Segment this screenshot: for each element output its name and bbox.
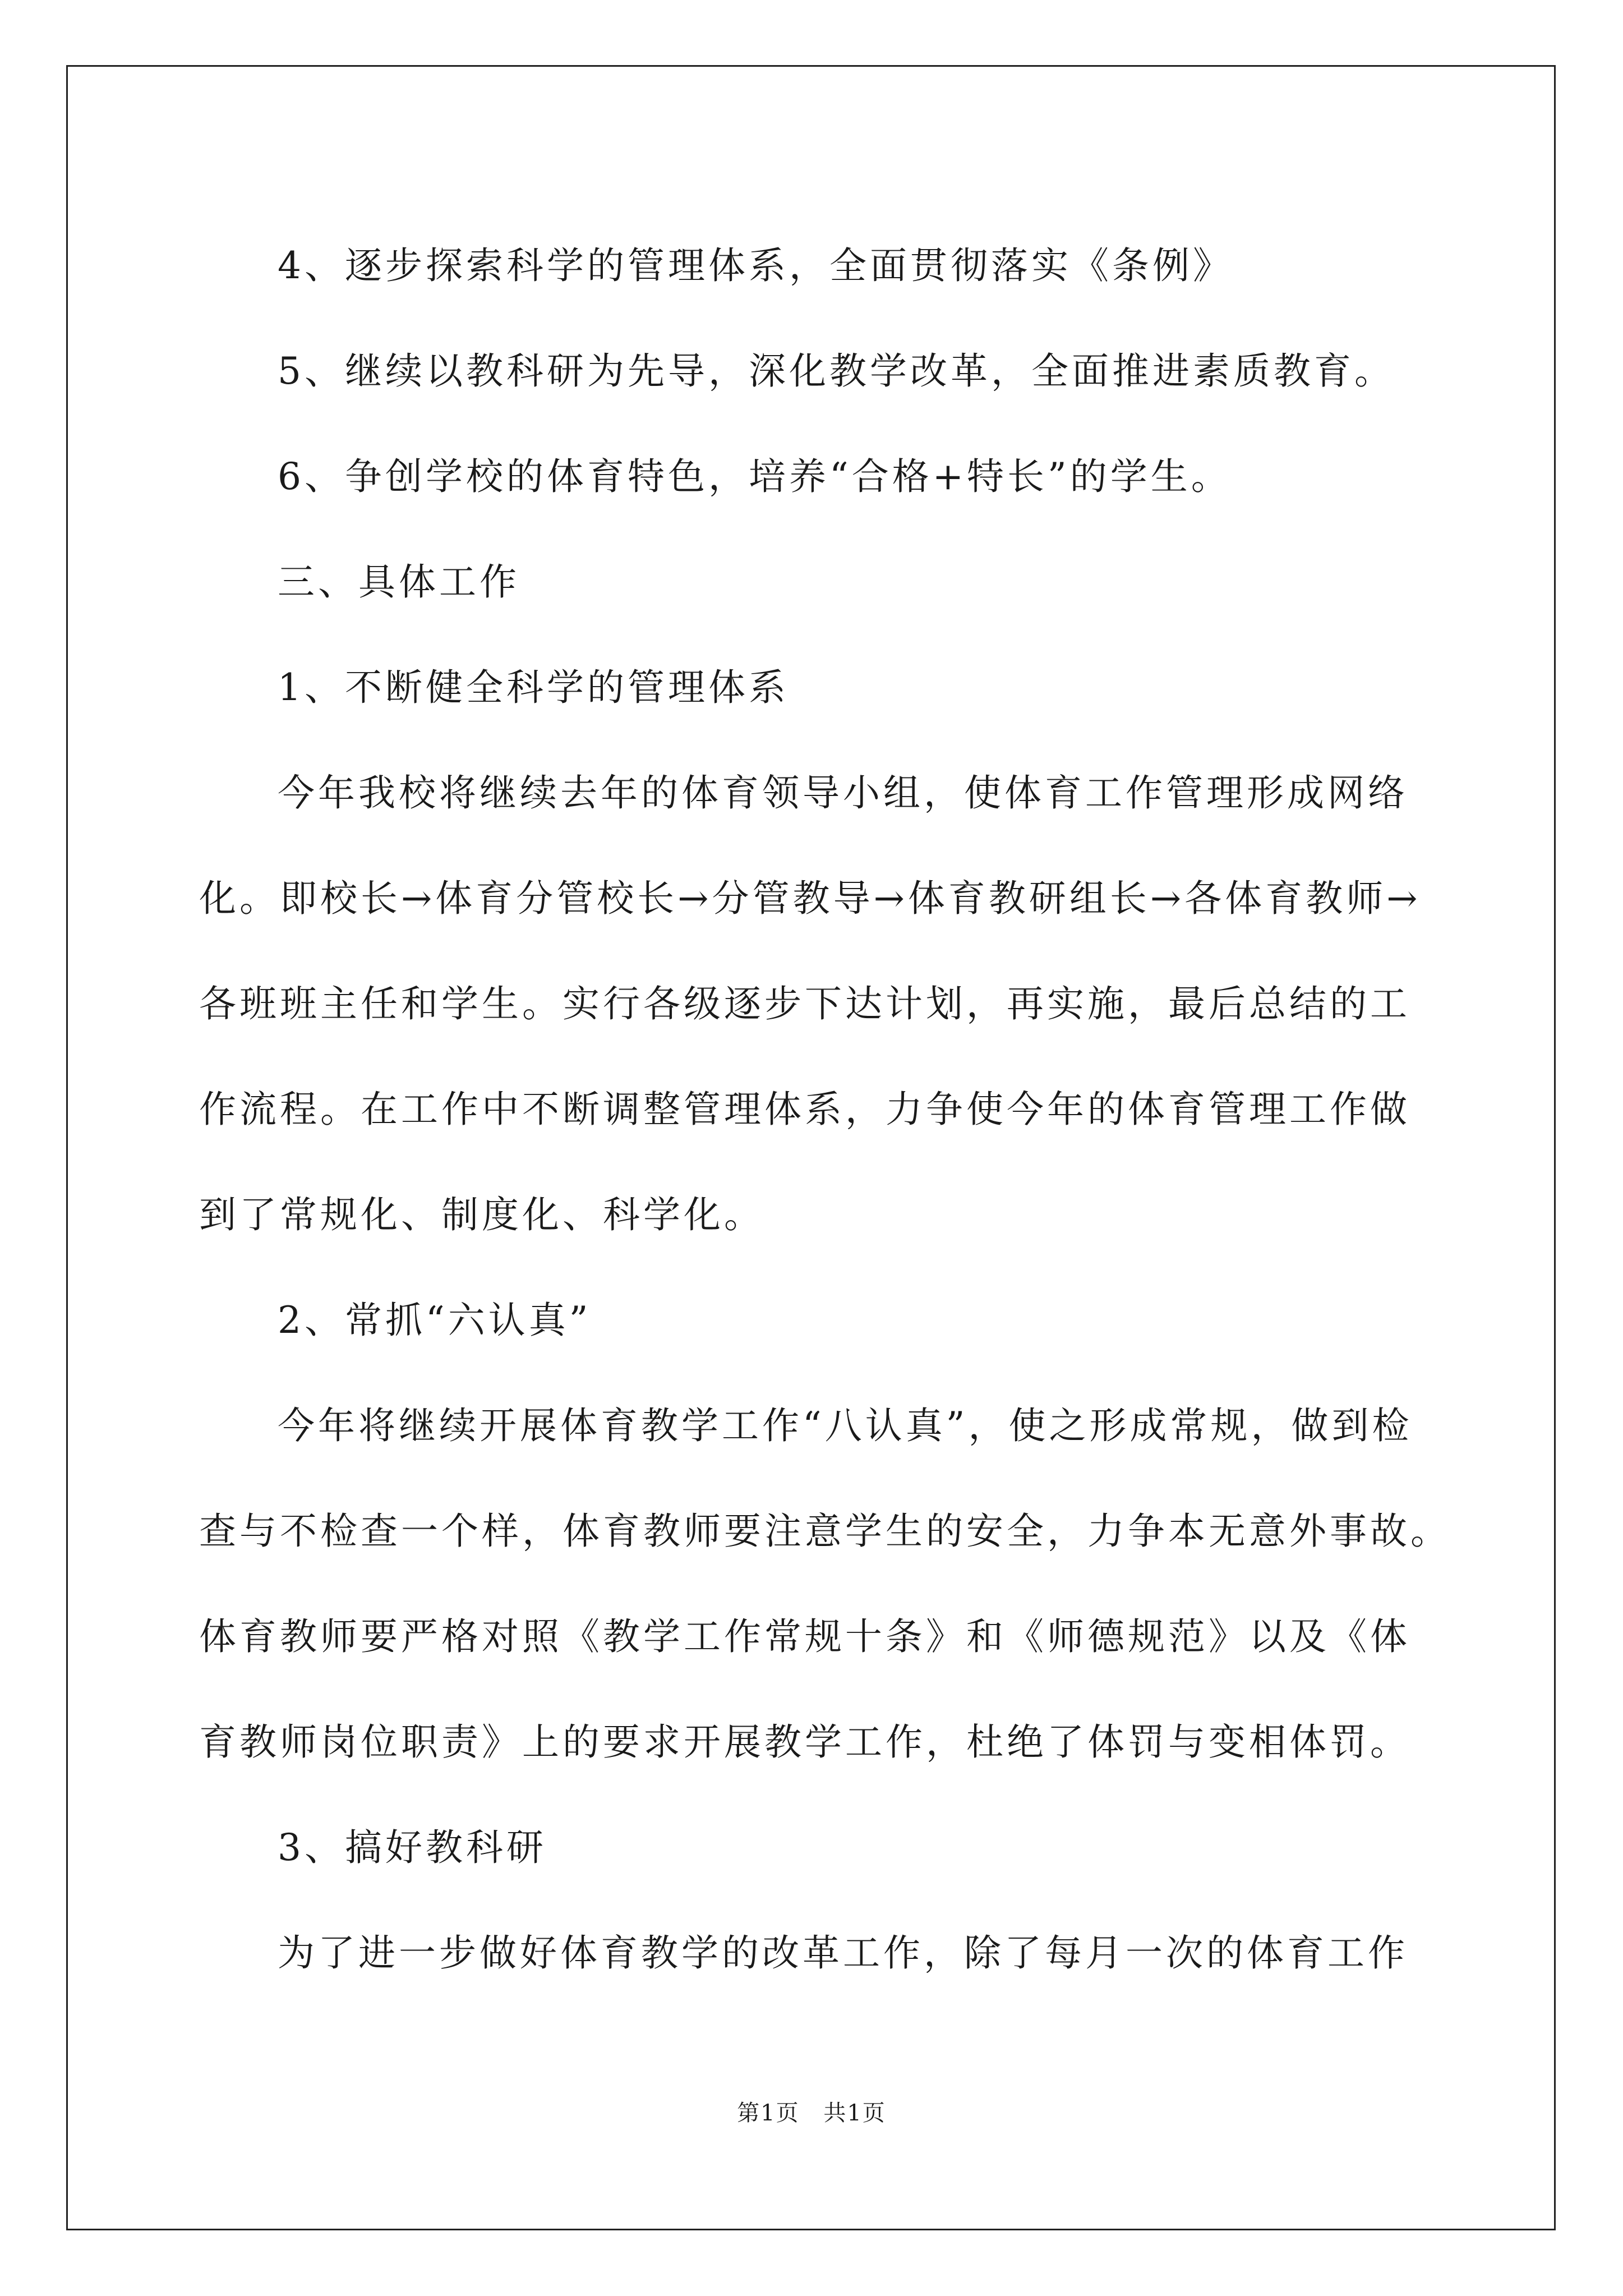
paragraph-line: 查与不检查一个样，体育教师要注意学生的安全，力争本无意外事故。	[199, 1510, 1451, 1553]
heading-line: 2、常抓“六认真”	[278, 1299, 592, 1342]
paragraph-line: 到了常规化、制度化、科学化。	[199, 1193, 764, 1236]
page-number: 第1页	[737, 2100, 800, 2126]
subheading-2	[199, 1268, 1483, 1373]
paragraph-line: 6、争创学校的体育特色，培养“合格+特长”的学生。	[278, 455, 1232, 498]
document-body	[199, 213, 1483, 2006]
subheading-3	[199, 1795, 1483, 1901]
page-footer	[0, 2095, 1623, 2127]
paragraph-item-4	[199, 213, 1483, 319]
paragraph-line: 各班班主任和学生。实行各级逐步下达计划，再实施，最后总结的工	[199, 982, 1410, 1025]
subheading-1	[199, 635, 1483, 740]
paragraph-line: 今年将继续开展体育教学工作“八认真”，使之形成常规，做到检	[278, 1404, 1413, 1447]
page-total: 共1页	[823, 2100, 886, 2126]
paragraph-item-6	[199, 424, 1483, 530]
paragraph-line: 今年我校将继续去年的体育领导小组，使体育工作管理形成网络	[278, 771, 1408, 815]
paragraph-line: 4、逐步探索科学的管理体系，全面贯彻落实《条例》	[278, 244, 1233, 287]
paragraph-line: 作流程。在工作中不断调整管理体系，力争使今年的体育管理工作做	[199, 1088, 1410, 1131]
heading-line: 三、具体工作	[278, 560, 520, 604]
paragraph-teaching	[199, 1373, 1483, 1795]
paragraph-line: 体育教师要严格对照《教学工作常规十条》和《师德规范》以及《体	[199, 1615, 1410, 1658]
paragraph-line: 化。即校长→体育分管校长→分管教导→体育教研组长→各体育教师→	[199, 877, 1421, 920]
paragraph-line: 为了进一步做好体育教学的改革工作，除了每月一次的体育工作	[278, 1931, 1408, 1975]
paragraph-item-5	[199, 319, 1483, 424]
section-heading	[199, 530, 1483, 635]
paragraph-management	[199, 740, 1483, 1268]
heading-line: 3、搞好教科研	[278, 1826, 547, 1869]
heading-line: 1、不断健全科学的管理体系	[278, 666, 789, 709]
paragraph-research	[199, 1901, 1483, 2006]
paragraph-line: 育教师岗位职责》上的要求开展教学工作，杜绝了体罚与变相体罚。	[199, 1720, 1410, 1764]
paragraph-line: 5、继续以教科研为先导，深化教学改革，全面推进素质教育。	[278, 349, 1395, 393]
